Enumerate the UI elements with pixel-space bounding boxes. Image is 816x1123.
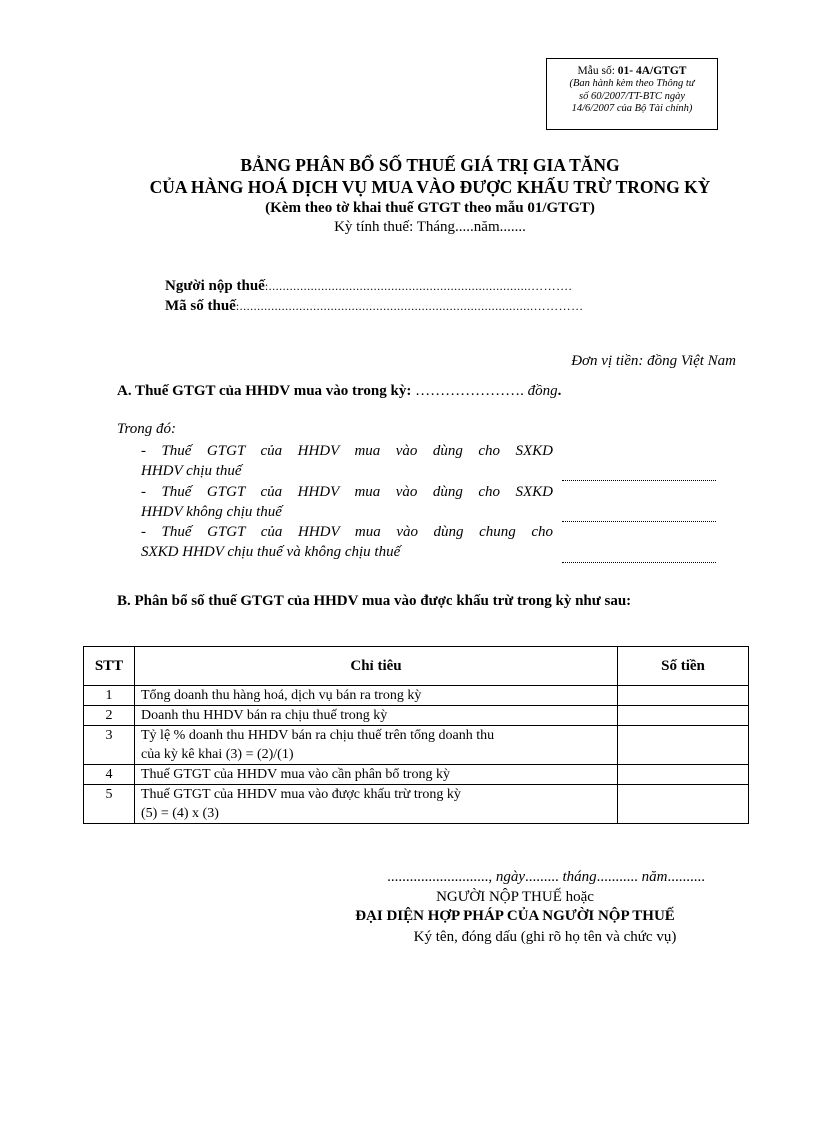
section-a-item-2-amount-field[interactable] <box>562 521 716 522</box>
page-title-line-2: CỦA HÀNG HOÁ DỊCH VỤ MUA VÀO ĐƯỢC KHẤU TRỪ TRONG KỲ <box>149 177 711 197</box>
table-row <box>84 726 749 765</box>
section-a-item-2: - Thuế GTGT của HHDV mua vào dùng cho SXKD HHDV không chịu thuế <box>141 484 553 520</box>
row-amount-cell[interactable] <box>618 686 749 706</box>
row-stt: 4 <box>84 765 135 785</box>
table-row <box>84 706 749 726</box>
page-title-line-1: BẢNG PHÂN BỔ SỐ THUẾ GIÁ TRỊ GIA TĂNG <box>240 155 620 175</box>
row-indicator: Tỷ lệ % doanh thu HHDV bán ra chịu thuế trên tổng doanh thu của kỳ kê khai (3) = (2)/(1) <box>135 726 618 765</box>
table-row <box>84 765 749 785</box>
row-amount-cell[interactable] <box>618 726 749 765</box>
signature-date: ..........................., ngày......... tháng........... năm.......... <box>387 869 705 885</box>
section-a-amount-field[interactable]: …………………. <box>411 383 528 399</box>
row-stt: 5 <box>84 785 135 824</box>
table-row <box>84 686 749 706</box>
signature-title-1: NGƯỜI NỘP THUẾ hoặc <box>436 889 594 905</box>
row-stt: 3 <box>84 726 135 765</box>
form-note-line-2: số 60/2007/TT-BTC ngày <box>579 90 685 102</box>
table-header-row <box>84 647 749 686</box>
row-indicator: Tổng doanh thu hàng hoá, dịch vụ bán ra trong kỳ <box>135 686 618 706</box>
allocation-table <box>83 646 749 824</box>
section-a-unit: đồng <box>527 383 558 399</box>
row-stt: 1 <box>84 686 135 706</box>
row-amount-cell[interactable] <box>618 785 749 824</box>
section-a-item-3-amount-field[interactable] <box>562 562 716 563</box>
taxpayer-name-field[interactable]: :...........................................................................………. <box>264 279 573 293</box>
form-code-box <box>546 58 718 130</box>
in-which-label: Trong đó: <box>117 421 177 437</box>
tax-code-field[interactable]: :....................................................................................………… <box>235 299 584 313</box>
signature-instruction: Ký tên, đóng dấu (ghi rõ họ tên và chức vụ) <box>413 929 677 945</box>
section-a-item-1: - Thuế GTGT của HHDV mua vào dùng cho SXKD HHDV chịu thuế <box>141 443 553 479</box>
row-amount-cell[interactable] <box>618 765 749 785</box>
taxpayer-name-row <box>165 278 572 295</box>
row-indicator: Doanh thu HHDV bán ra chịu thuế trong kỳ <box>135 706 618 726</box>
row-indicator: Thuế GTGT của HHDV mua vào cần phân bổ trong kỳ <box>135 765 618 785</box>
currency-unit: Đơn vị tiền: đồng Việt Nam <box>571 353 736 369</box>
form-note-line-1: (Ban hành kèm theo Thông tư <box>569 78 695 89</box>
row-stt: 2 <box>84 706 135 726</box>
section-a-label: A. Thuế GTGT của HHDV mua vào trong kỳ: <box>117 383 412 399</box>
tax-code-label: Mã số thuế <box>165 298 236 314</box>
header-stt: STT <box>84 647 135 686</box>
form-note-line-3: 14/6/2007 của Bộ Tài chính) <box>571 103 693 114</box>
tax-code-row <box>165 298 584 315</box>
header-indicator: Chỉ tiêu <box>135 647 618 686</box>
row-indicator: Thuế GTGT của HHDV mua vào được khấu trừ trong kỳ (5) = (4) x (3) <box>135 785 618 824</box>
signature-title-2: ĐẠI DIỆN HỢP PHÁP CỦA NGƯỜI NỘP THUẾ <box>355 908 675 924</box>
row-amount-cell[interactable] <box>618 706 749 726</box>
taxpayer-name-label: Người nộp thuế <box>165 278 265 294</box>
section-a: A. Thuế GTGT của HHDV mua vào trong kỳ: …………………. đồng. <box>117 383 562 399</box>
table-row <box>84 785 749 824</box>
section-a-item-1-amount-field[interactable] <box>562 480 716 481</box>
header-amount: Số tiền <box>618 647 749 686</box>
tax-period: Kỳ tính thuế: Tháng.....năm....... <box>334 219 526 235</box>
form-code: Mẫu số: 01- 4A/GTGT <box>577 65 687 77</box>
section-a-item-3: - Thuế GTGT của HHDV mua vào dùng chung cho SXKD HHDV chịu thuế và không chịu thuế <box>141 524 553 560</box>
page-subtitle: (Kèm theo tờ khai thuế GTGT theo mẫu 01/GTGT) <box>265 200 595 216</box>
section-b-label: B. Phân bổ số thuế GTGT của HHDV mua vào được khấu trừ trong kỳ như sau: <box>117 593 632 609</box>
